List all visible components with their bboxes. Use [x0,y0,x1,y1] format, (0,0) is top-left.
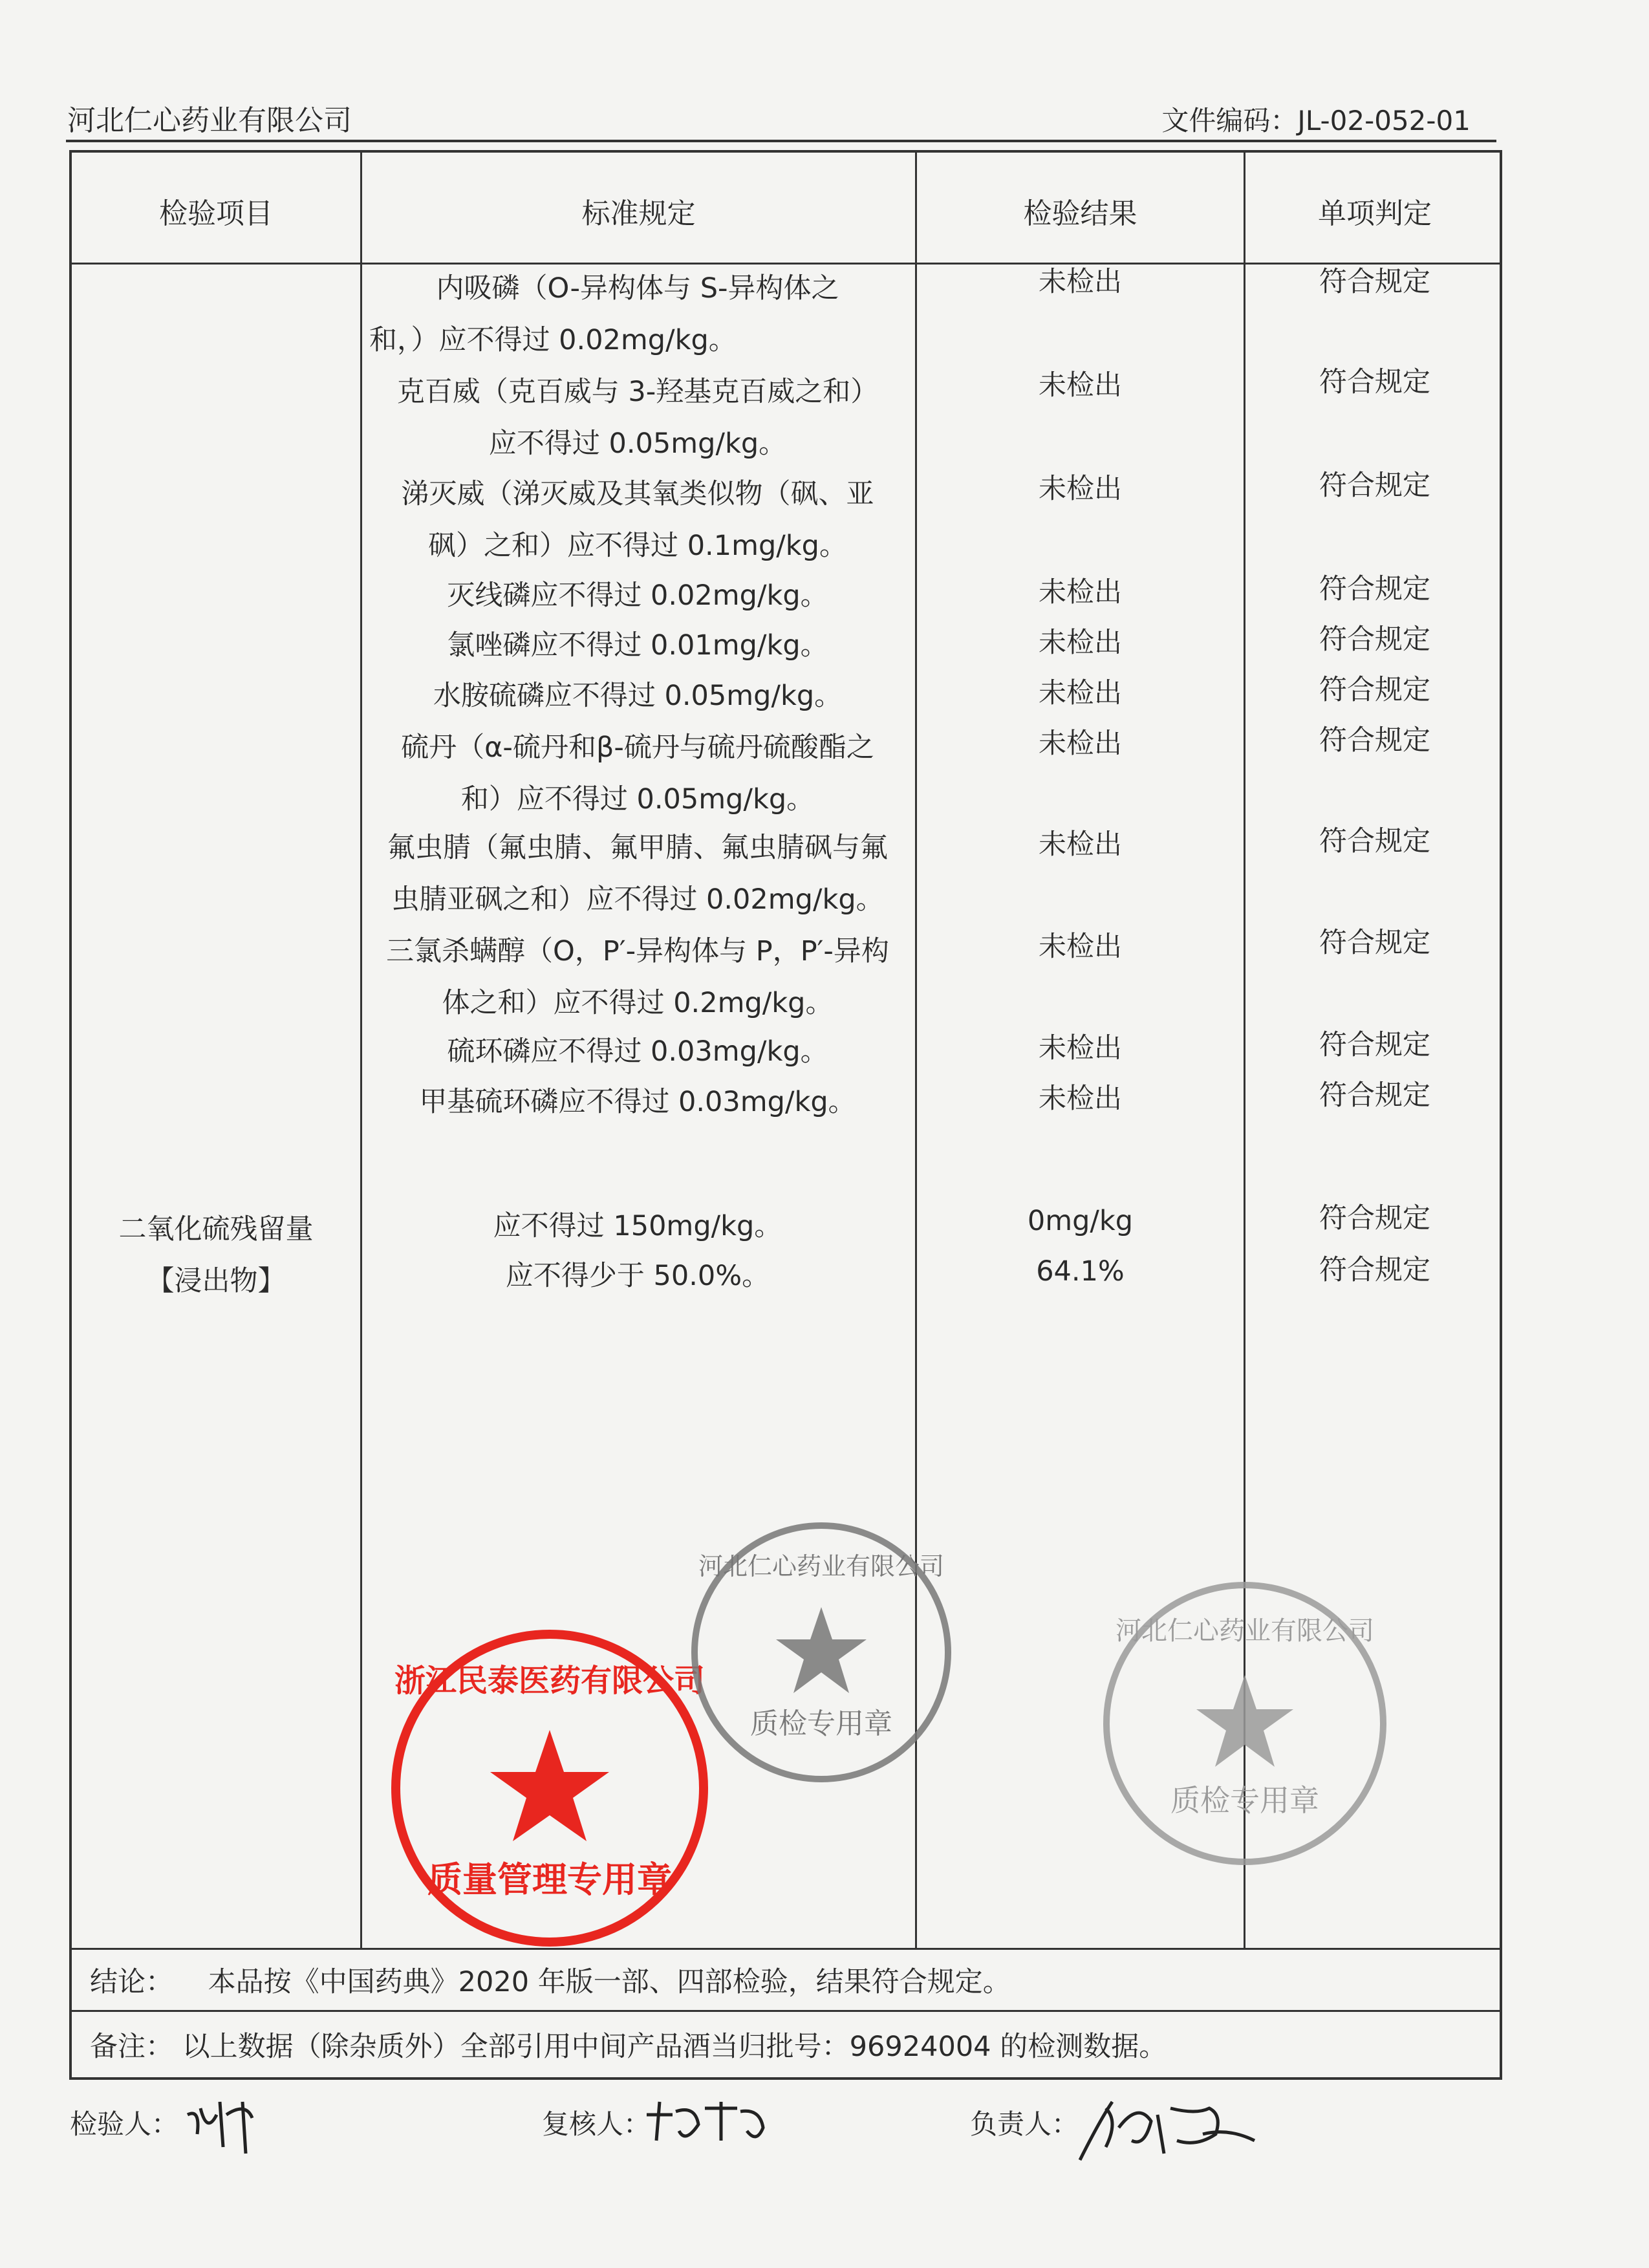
judgement-cell: 符合规定 [1319,825,1430,858]
standard-line: 克百威（克百威与 3-羟基克百威之和） [396,376,879,408]
standard-line: 内吸磷（O-异构体与 S-异构体之 [436,272,839,305]
standard-line: 三氯杀螨醇（O，P′-异构体与 P，P′-异构 [386,935,889,967]
seal-name: 河北仁心药业有限公司 [1116,1616,1374,1646]
standard-line: 硫环磷应不得过 0.03mg/kg。 [447,1035,828,1068]
red-quality-seal [382,1620,718,1956]
signature-row [0,2089,1649,2179]
judgement-cell: 符合规定 [1319,1254,1430,1286]
row-divider [72,2010,1500,2012]
result-cell: 未检出 [1039,369,1122,402]
standard-line: 水胺硫磷应不得过 0.05mg/kg。 [433,680,843,712]
standard-line: 砜）之和）应不得过 0.1mg/kg。 [428,530,847,562]
seal-subtitle: 质量管理专用章 [427,1859,672,1900]
responsible-signature [1073,2089,1267,2173]
judgement-cell: 符合规定 [1319,1202,1430,1235]
standard-line: 和，）应不得过 0.02mg/kg。 [369,324,737,356]
standard-line: 体之和）应不得过 0.2mg/kg。 [442,987,834,1019]
row-divider [72,1948,1500,1950]
judgement-cell: 符合规定 [1319,1079,1430,1112]
standard-line: 氟虫腈（氟虫腈、氟甲腈、氟虫腈砜与氟 [387,832,888,864]
item-cell: 二氧化硫残留量 [118,1213,314,1246]
column-divider [360,153,362,1948]
standard-line: 氯唑磷应不得过 0.01mg/kg。 [447,629,828,662]
gray-inspection-seal [1093,1571,1397,1875]
judgement-cell: 符合规定 [1319,674,1430,706]
judgement-cell: 符合规定 [1319,1029,1430,1061]
result-cell: 未检出 [1039,627,1122,659]
standard-line: 应不得过 0.05mg/kg。 [488,427,787,460]
reviewer-label: 复核人： [542,2108,651,2140]
gray-inspection-seal [682,1513,960,1791]
company-name: 河北仁心药业有限公司 [67,104,352,137]
result-cell: 未检出 [1039,1083,1122,1115]
column-header-standard: 标准规定 [581,197,696,230]
seal-name: 浙江民泰医药有限公司 [394,1663,706,1699]
standard-line: 和）应不得过 0.05mg/kg。 [460,783,815,815]
conclusion-label: 结论： [90,1966,173,1998]
judgement-cell: 符合规定 [1319,927,1430,959]
reviewer-signature [643,2092,773,2157]
judgement-cell: 符合规定 [1319,266,1430,298]
item-cell: 【浸出物】 [146,1265,286,1297]
result-cell: 0mg/kg [1027,1205,1134,1237]
seal-name: 河北仁心药业有限公司 [698,1552,945,1581]
document-number: 文件编码：JL-02-052-01 [1161,105,1471,136]
column-header-item: 检验项目 [159,197,273,230]
column-header-result: 检验结果 [1023,197,1137,230]
result-cell: 64.1% [1036,1255,1125,1288]
judgement-cell: 符合规定 [1319,366,1430,398]
judgement-cell: 符合规定 [1319,573,1430,605]
conclusion-row [90,1960,1011,2000]
standard-line: 涕灭威（涕灭威及其氧类似物（砜、亚 [401,478,874,510]
standard-line: 甲基硫环磷应不得过 0.03mg/kg。 [419,1086,856,1118]
remark-label: 备注： [90,2031,173,2063]
judgement-cell: 符合规定 [1319,724,1430,757]
standard-line: 硫丹（α-硫丹和β-硫丹与硫丹硫酸酯之 [401,731,874,764]
standard-line: 应不得少于 50.0%。 [505,1260,770,1292]
result-cell: 未检出 [1039,266,1122,298]
standard-line: 虫腈亚砜之和）应不得过 0.02mg/kg。 [391,883,884,916]
responsible-label: 负责人： [970,2108,1079,2140]
seal-subtitle: 质检专用章 [750,1707,892,1740]
result-cell: 未检出 [1039,931,1122,963]
result-cell: 未检出 [1039,677,1122,709]
remark-row [90,2025,1167,2064]
page-header [66,97,1496,142]
judgement-cell: 符合规定 [1319,470,1430,502]
judgement-cell: 符合规定 [1319,623,1430,656]
conclusion-text: 本品按《中国药典》2020 年版一部、四部检验，结果符合规定。 [208,1966,1011,1998]
result-cell: 未检出 [1039,828,1122,861]
remark-text: 以上数据（除杂质外）全部引用中间产品酒当归批号：96924004 的检测数据。 [182,2031,1167,2063]
column-header-judgement: 单项判定 [1318,197,1432,230]
standard-line: 灭线磷应不得过 0.02mg/kg。 [447,579,828,612]
seal-subtitle: 质检专用章 [1170,1783,1319,1818]
inspector-signature [181,2089,272,2160]
standard-line: 应不得过 150mg/kg。 [493,1210,782,1242]
result-cell: 未检出 [1039,473,1122,505]
result-cell: 未检出 [1039,1032,1122,1064]
result-cell: 未检出 [1039,728,1122,760]
inspector-label: 检验人： [70,2108,179,2140]
result-cell: 未检出 [1039,576,1122,609]
